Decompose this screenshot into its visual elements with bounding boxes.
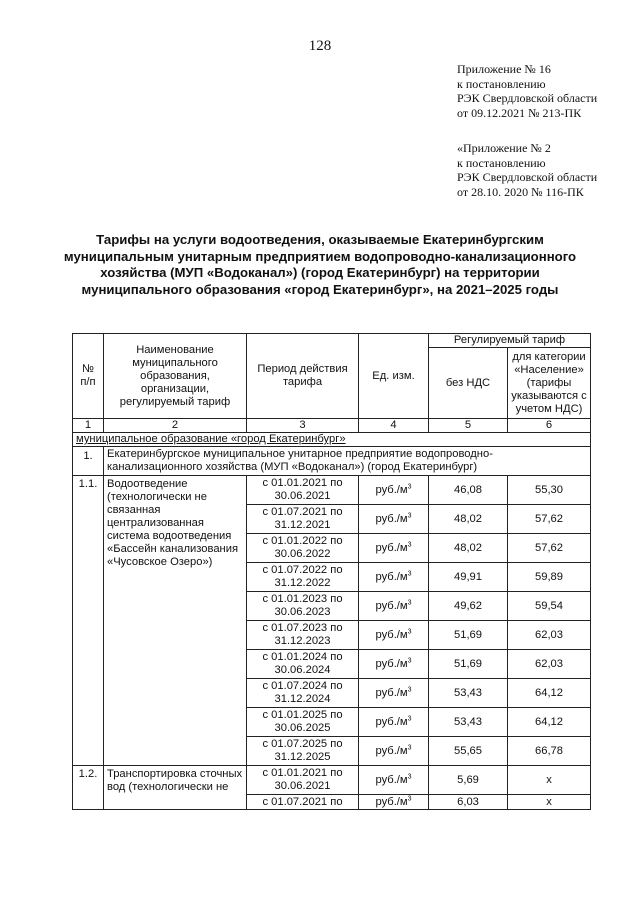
unit-base: руб./м [375, 570, 408, 583]
period-cell [247, 766, 359, 795]
annex-current-line1: Приложение № 16 [457, 62, 551, 76]
tariff-table [72, 333, 591, 810]
tariff-population: 64,12 [508, 708, 591, 737]
header-unit: Ед. изм. [359, 334, 429, 419]
period-to: 30.06.2023 [274, 606, 331, 618]
period-from: с 01.07.2021 по [262, 795, 343, 808]
tariff-no-vat: 6,03 [429, 795, 508, 810]
unit-exponent: 3 [407, 598, 412, 606]
header-name: Наименование муниципального образования, организации, регулируемый тариф [104, 334, 247, 419]
unit-base: руб./м [375, 512, 408, 525]
tariff-population: 59,54 [508, 592, 591, 621]
annex-original-line2: к постановлению [457, 155, 546, 170]
header-num: № п/п [73, 334, 104, 419]
tariff-no-vat: 49,62 [429, 592, 508, 621]
tariff-population: 64,12 [508, 679, 591, 708]
tariff-no-vat: 53,43 [429, 679, 508, 708]
unit-base: руб./м [375, 599, 408, 612]
annex-current-line4: от 09.12.2021 № 213-ПК [457, 105, 582, 120]
unit-exponent: 3 [407, 794, 412, 802]
tariff-population: 57,62 [508, 534, 591, 563]
period-cell [247, 534, 359, 563]
unit-base: руб./м [375, 795, 408, 808]
unit-cell [359, 737, 429, 766]
column-number: 5 [429, 419, 508, 433]
tariff-no-vat: 48,02 [429, 505, 508, 534]
period-from: с 01.07.2025 по [262, 738, 343, 750]
period-from: с 01.07.2024 по [262, 680, 343, 692]
period-cell [247, 679, 359, 708]
unit-exponent: 3 [407, 627, 412, 635]
period-from: с 01.01.2021 по [262, 477, 343, 489]
unit-base: руб./м [375, 483, 408, 496]
unit-cell [359, 708, 429, 737]
period-to: 30.06.2025 [274, 722, 331, 734]
period-to: 31.12.2024 [274, 693, 331, 705]
header-no-vat: без НДС [429, 348, 508, 419]
document-title: Тарифы на услуги водоотведения, оказываемые Екатеринбургским муниципальным унитарным предприятием водопроводно-канализационного хозяйства (МУП «Водоканал») (город Екатеринбург) на территории муниципального образования «город Екатеринбург», на 2021–2025 годы [63, 232, 577, 297]
unit-cell [359, 476, 429, 505]
organization-name: Екатеринбургское муниципальное унитарное предприятие водопроводно-канализационного хозяйства (МУП «Водоканал») (город Екатеринбург) [104, 447, 591, 476]
column-number: 2 [104, 419, 247, 433]
unit-base: руб./м [375, 628, 408, 641]
unit-base: руб./м [375, 715, 408, 728]
tariff-population: 62,03 [508, 621, 591, 650]
tariff-row [73, 476, 591, 505]
annex-current-line3: РЭК Свердловской области [457, 91, 598, 105]
annex-current-block [457, 62, 597, 120]
unit-base: руб./м [375, 773, 408, 786]
unit-exponent: 3 [407, 540, 412, 548]
period-to: 31.12.2021 [274, 519, 331, 531]
unit-cell [359, 505, 429, 534]
tariff-no-vat: 51,69 [429, 621, 508, 650]
header-period: Период действия тарифа [247, 334, 359, 419]
annex-original-line1: «Приложение № 2 [457, 141, 551, 155]
unit-base: руб./м [375, 541, 408, 554]
column-number: 4 [359, 419, 429, 433]
organization-num: 1. [73, 447, 104, 476]
unit-exponent: 3 [407, 743, 412, 751]
annex-current-line2: к постановлению [457, 76, 546, 91]
header-population: для категории «Население» (тарифы указываются с учетом НДС) [508, 348, 591, 419]
tariff-no-vat: 46,08 [429, 476, 508, 505]
tariff-population: х [508, 766, 591, 795]
unit-cell [359, 534, 429, 563]
period-from: с 01.01.2025 по [262, 709, 343, 721]
period-cell [247, 592, 359, 621]
period-cell [247, 650, 359, 679]
tariff-population: 66,78 [508, 737, 591, 766]
unit-cell [359, 766, 429, 795]
period-cell [247, 563, 359, 592]
unit-base: руб./м [375, 744, 408, 757]
period-to: 31.12.2025 [274, 751, 331, 763]
unit-cell [359, 563, 429, 592]
period-to: 30.06.2024 [274, 664, 331, 676]
unit-cell [359, 592, 429, 621]
annex-original-line3: РЭК Свердловской области [457, 170, 598, 184]
unit-cell [359, 679, 429, 708]
tariff-no-vat: 55,65 [429, 737, 508, 766]
period-cell [247, 621, 359, 650]
unit-exponent: 3 [407, 482, 412, 490]
tariff-population: 57,62 [508, 505, 591, 534]
period-from: с 01.07.2021 по [262, 506, 343, 518]
group-num: 1.2. [73, 766, 104, 810]
unit-base: руб./м [375, 657, 408, 670]
unit-cell [359, 621, 429, 650]
column-number: 6 [508, 419, 591, 433]
period-to: 30.06.2021 [274, 780, 331, 792]
column-number: 3 [247, 419, 359, 433]
unit-base: руб./м [375, 686, 408, 699]
group-name: Водоотведение (технологически не связанная централизованная система водоотведения «Бассейн канализования «Чусовское Озеро») [104, 476, 247, 766]
unit-exponent: 3 [407, 772, 412, 780]
header-regulated: Регулируемый тариф [429, 334, 591, 348]
period-from: с 01.07.2022 по [262, 564, 343, 576]
tariff-population: 59,89 [508, 563, 591, 592]
period-cell [247, 708, 359, 737]
tariff-row [73, 766, 591, 795]
tariff-population: 62,03 [508, 650, 591, 679]
column-number: 1 [73, 419, 104, 433]
tariff-population: х [508, 795, 591, 810]
unit-exponent: 3 [407, 656, 412, 664]
annex-original-block [457, 141, 597, 199]
tariff-no-vat: 53,43 [429, 708, 508, 737]
period-from: с 01.01.2023 по [262, 593, 343, 605]
period-cell [247, 505, 359, 534]
group-num: 1.1. [73, 476, 104, 766]
period-to: 31.12.2023 [274, 635, 331, 647]
tariff-no-vat: 5,69 [429, 766, 508, 795]
period-to: 30.06.2022 [274, 548, 331, 560]
unit-exponent: 3 [407, 511, 412, 519]
unit-cell [359, 795, 429, 810]
period-cell [247, 795, 359, 810]
unit-exponent: 3 [407, 569, 412, 577]
unit-cell [359, 650, 429, 679]
period-from: с 01.01.2022 по [262, 535, 343, 547]
group-name: Транспортировка сточных вод (технологически не [104, 766, 247, 810]
annex-original-line4: от 28.10. 2020 № 116-ПК [457, 184, 584, 199]
tariff-population: 55,30 [508, 476, 591, 505]
period-from: с 01.01.2021 по [262, 767, 343, 779]
unit-exponent: 3 [407, 685, 412, 693]
period-cell [247, 737, 359, 766]
unit-exponent: 3 [407, 714, 412, 722]
tariff-no-vat: 48,02 [429, 534, 508, 563]
period-from: с 01.07.2023 по [262, 622, 343, 634]
tariff-no-vat: 51,69 [429, 650, 508, 679]
period-from: с 01.01.2024 по [262, 651, 343, 663]
tariff-no-vat: 49,91 [429, 563, 508, 592]
period-to: 31.12.2022 [274, 577, 331, 589]
period-to: 30.06.2021 [274, 490, 331, 502]
page-number: 128 [308, 38, 332, 54]
municipality-row: муниципальное образование «город Екатеринбург» [73, 433, 591, 447]
period-cell [247, 476, 359, 505]
